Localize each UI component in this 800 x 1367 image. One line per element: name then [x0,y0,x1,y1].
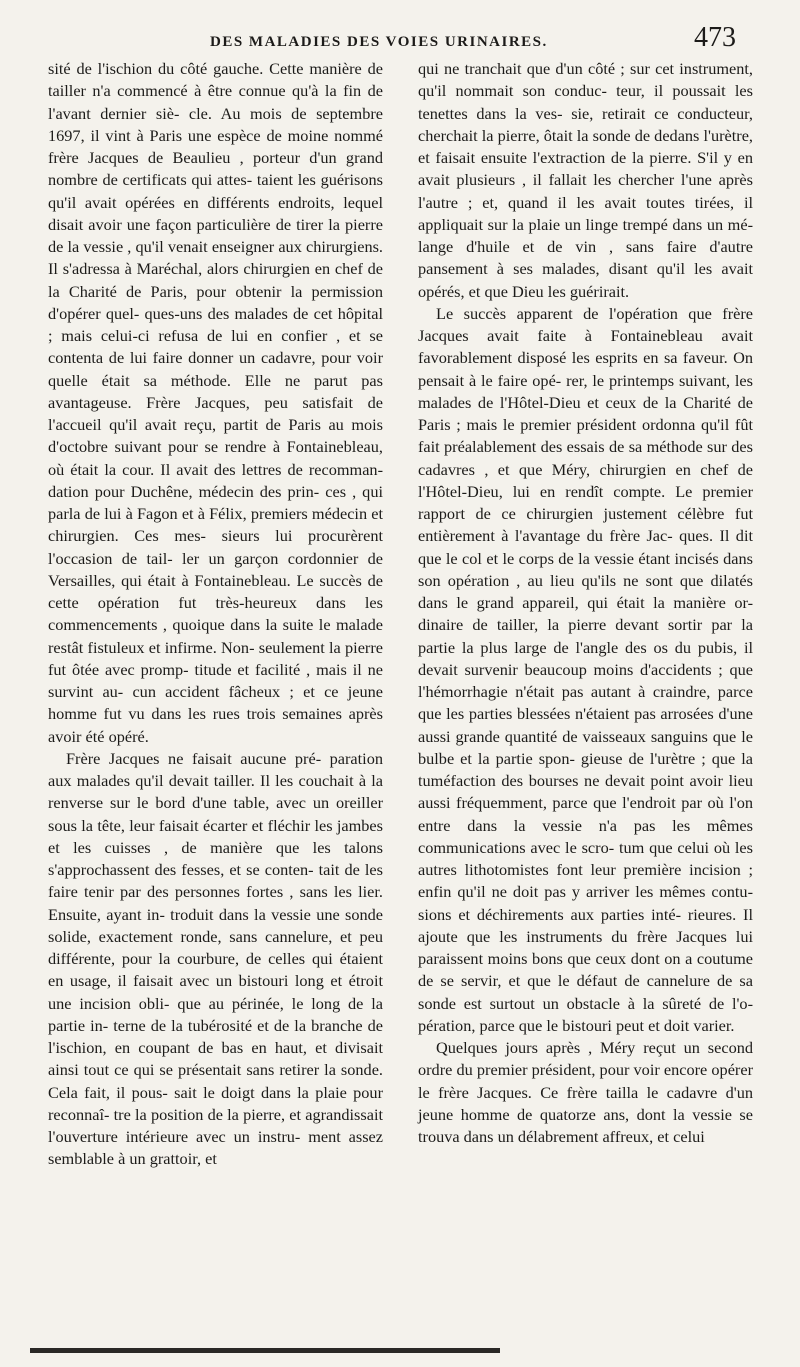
page-header [0,22,800,62]
paragraph: Le succès apparent de l'opération que frère Jacques avait faite à Fontainebleau avait favorablement disposé les esprits en sa faveur. On pensait à le faire opé- rer, le printemps suivant, les malades de l'Hôtel-Dieu et ceux de la Charité de Paris ; mais le premier président ordonna qu'il fût fait préalablement des essais de sa méthode sur des cadavres , et que Méry, chirurgien en chef de l'Hôtel-Dieu, lui en rendît compte. Le premier rapport de ce chirurgien justement célèbre fut entièrement à l'avantage du frère Jac- ques. Il dit que le col et le corps de la vessie étant incisés dans son opération , au lieu qu'ils ne sont que dilatés dans le grand appareil, qui était la manière or- dinaire de tailler, la pierre devant sortir par la partie la plus large de l'angle des os du pubis, il devait survenir beaucoup moins d'accidents ; que l'hémorrhagie n'était pas autant à craindre, parce que les parties blessées n'étaient pas arrosées d'une aussi grande quantité de vaisseaux sanguins que le bulbe et la partie spon- gieuse de l'urètre ; que la tuméfaction des bourses ne devait point avoir lieu aussi fréquemment, parce que l'endroit par où l'on entre dans la vessie n'a pas les mêmes communications avec le scro- tum que celui où les autres lithotomistes font leur première incision ; enfin qu'il ne doit pas y arriver les mêmes contu- sions et déchirements aux parties inté- rieures. Il ajoute que les instruments du frère Jacques lui paraissent moins bons que ceux dont on a coutume de se servir, et que le défaut de cannelure de sa sonde est surtout un obstacle à la sûreté de l'o- pération, parce que le bistouri peut et doit varier. [418,303,753,1035]
paragraph: Frère Jacques ne faisait aucune pré- paration aux malades qu'il devait tailler. Il les couchait à la renverse sur le bord d'une table, avec un oreiller sous la tête, leur faisait écarter et fléchir les jambes et les cuisses , de manière que les talons s'approchassent des fesses, et se conten- tait de les faire tenir par des personnes fortes , sans les lier. Ensuite, ayant in- troduit dans la vessie une sonde solide, exactement ronde, sans cannelure, et peu différente, pour la courbure, de celles qui étaient en usage, il faisait avec un bistouri long et étroit une incision obli- que au périnée, le long de la partie in- terne de la tubérosité et de la branche de l'ischion, en coupant de bas en haut, et divisait ainsi tout ce qui se présentait sans retirer la sonde. Cela fait, il pous- sait le doigt dans la plaie pour reconnaî- tre la position de la pierre, et agrandissait l'ouverture intérieure avec un instru- ment assez semblable à un grattoir, et [48,748,383,1169]
left-column [48,58,383,1171]
paragraph: sité de l'ischion du côté gauche. Cette manière de tailler n'a commencé à être connue qu'à la fin de l'avant dernier siè- cle. Au mois de septembre 1697, il vint à Paris une espèce de moine nommé frère Jacques de Beaulieu , porteur d'un grand nombre de certificats qui attes- taient les guérisons qu'il avait opérées en différents endroits, lequel disait avoir une façon particulière de tirer la pierre de la vessie , qu'il venait enseigner aux chirurgiens. Il s'adressa à Maréchal, alors chirurgien en chef de la Charité de Paris, pour obtenir la permission d'opérer quel- ques-uns des malades de cet hôpital ; mais celui-ci refusa de lui en confier , et se contenta de lui faire donner un cadavre, pour voir quelle était sa méthode. Elle ne parut pas avantageuse. Frère Jacques, peu satisfait de l'accueil qu'il avait reçu, partit de Paris au mois d'octobre suivant pour se rendre à Fontainebleau, où était la cour. Il avait des lettres de recomman- dation pour Duchêne, médecin des prin- ces , qui parla de lui à Fagon et à Félix, premiers médecin et chirurgien. Ces mes- sieurs lui procurèrent l'occasion de tail- ler un garçon cordonnier de Versailles, qui était à Fontainebleau. Le succès de cette opération fut très-heureux dans les commencements , quoique dans la suite le malade restât fistuleux et infirme. Non- seulement la pierre fut ôtée avec promp- titude et facilité , mais il ne survint au- cun accident fâcheux ; et ce jeune homme fut vu dans les rues trois semaines après avoir été opéré. [48,59,383,746]
paragraph: Quelques jours après , Méry reçut un second ordre du premier président, pour voir encore opérer le frère Jacques. Ce frère tailla le cadavre d'un jeune homme de quatorze ans, dont la vessie se trouva dans un délabrement affreux, et celui [418,1038,753,1146]
paragraph: qui ne tranchait que d'un côté ; sur cet instrument, qu'il nommait son conduc- teur, il poussait les tenettes dans la ves- sie, retirait ce conducteur, cherchait la pierre, ôtait la sonde de dedans l'urètre, et faisait ensuite l'extraction de la pierre. S'il y en avait plusieurs , il fallait les chercher l'une après l'autre ; et, quand il les avait toutes tirées, il appliquait sur la plaie un linge trempé dans un mé- lange d'huile et de vin , sans faire d'autre pansement à ses malades, disant qu'il les avait opérés, et que Dieu les guérirait. [418,59,753,301]
running-head: DES MALADIES DES VOIES URINAIRES. [210,34,548,50]
bottom-rule [30,1348,500,1353]
right-column [418,58,753,1148]
page-number: 473 [694,22,736,53]
